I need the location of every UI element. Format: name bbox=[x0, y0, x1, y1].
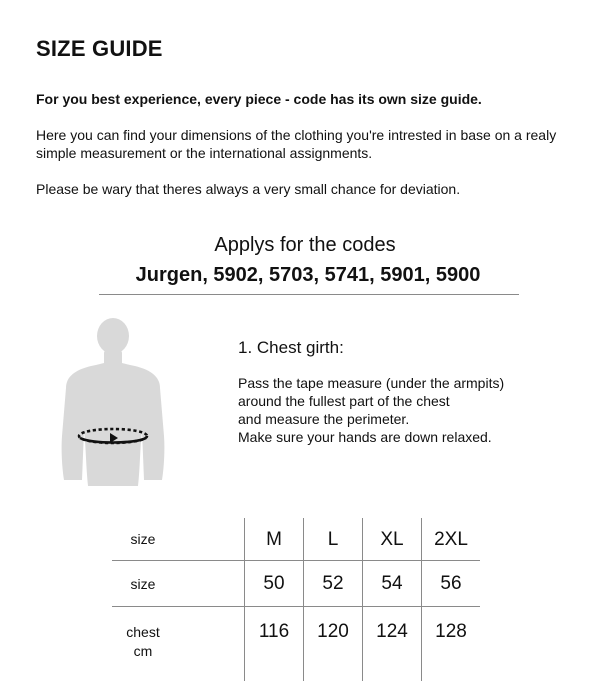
instruction-line: and measure the perimeter. bbox=[238, 411, 410, 427]
table-cell: L bbox=[304, 518, 363, 561]
table-cell: 54 bbox=[363, 561, 422, 607]
row-label: size bbox=[112, 518, 245, 561]
table-cell: 124 bbox=[363, 607, 422, 682]
page-title: SIZE GUIDE bbox=[36, 36, 163, 61]
table-row bbox=[112, 607, 480, 682]
row-label: size bbox=[112, 561, 245, 607]
table-cell: 116 bbox=[245, 607, 304, 682]
table-cell: 120 bbox=[304, 607, 363, 682]
table-row bbox=[112, 518, 480, 561]
table-cell: 128 bbox=[422, 607, 481, 682]
intro-paragraph-1: Here you can find your dimensions of the clothing you're intrested in base on a realy simple measurement or the international assignments. bbox=[36, 127, 557, 161]
chest-girth-instructions bbox=[238, 374, 578, 446]
instruction-line: around the fullest part of the chest bbox=[238, 393, 450, 409]
codes-divider bbox=[99, 294, 519, 295]
codes-list: Jurgen, 5902, 5703, 5741, 5901, 5900 bbox=[135, 264, 481, 286]
table-cell: 50 bbox=[245, 561, 304, 607]
table-cell: 52 bbox=[304, 561, 363, 607]
table-cell: XL bbox=[363, 518, 422, 561]
intro-bold-text: For you best experience, every piece - code has its own size guide. bbox=[36, 91, 482, 107]
intro-paragraph-2: Please be wary that theres always a very small chance for deviation. bbox=[36, 181, 461, 197]
table-cell: M bbox=[245, 518, 304, 561]
chest-girth-title: 1. Chest girth: bbox=[238, 338, 344, 357]
instruction-line: Make sure your hands are down relaxed. bbox=[238, 429, 492, 445]
instruction-line: Pass the tape measure (under the armpits) bbox=[238, 375, 505, 391]
row-label: chest cm bbox=[126, 624, 160, 659]
table-cell: 2XL bbox=[422, 518, 481, 561]
table-cell: 56 bbox=[422, 561, 481, 607]
size-table bbox=[112, 518, 480, 681]
torso-chest-measure-icon bbox=[52, 318, 174, 486]
table-row bbox=[112, 561, 480, 607]
codes-heading: Applys for the codes bbox=[214, 234, 396, 256]
